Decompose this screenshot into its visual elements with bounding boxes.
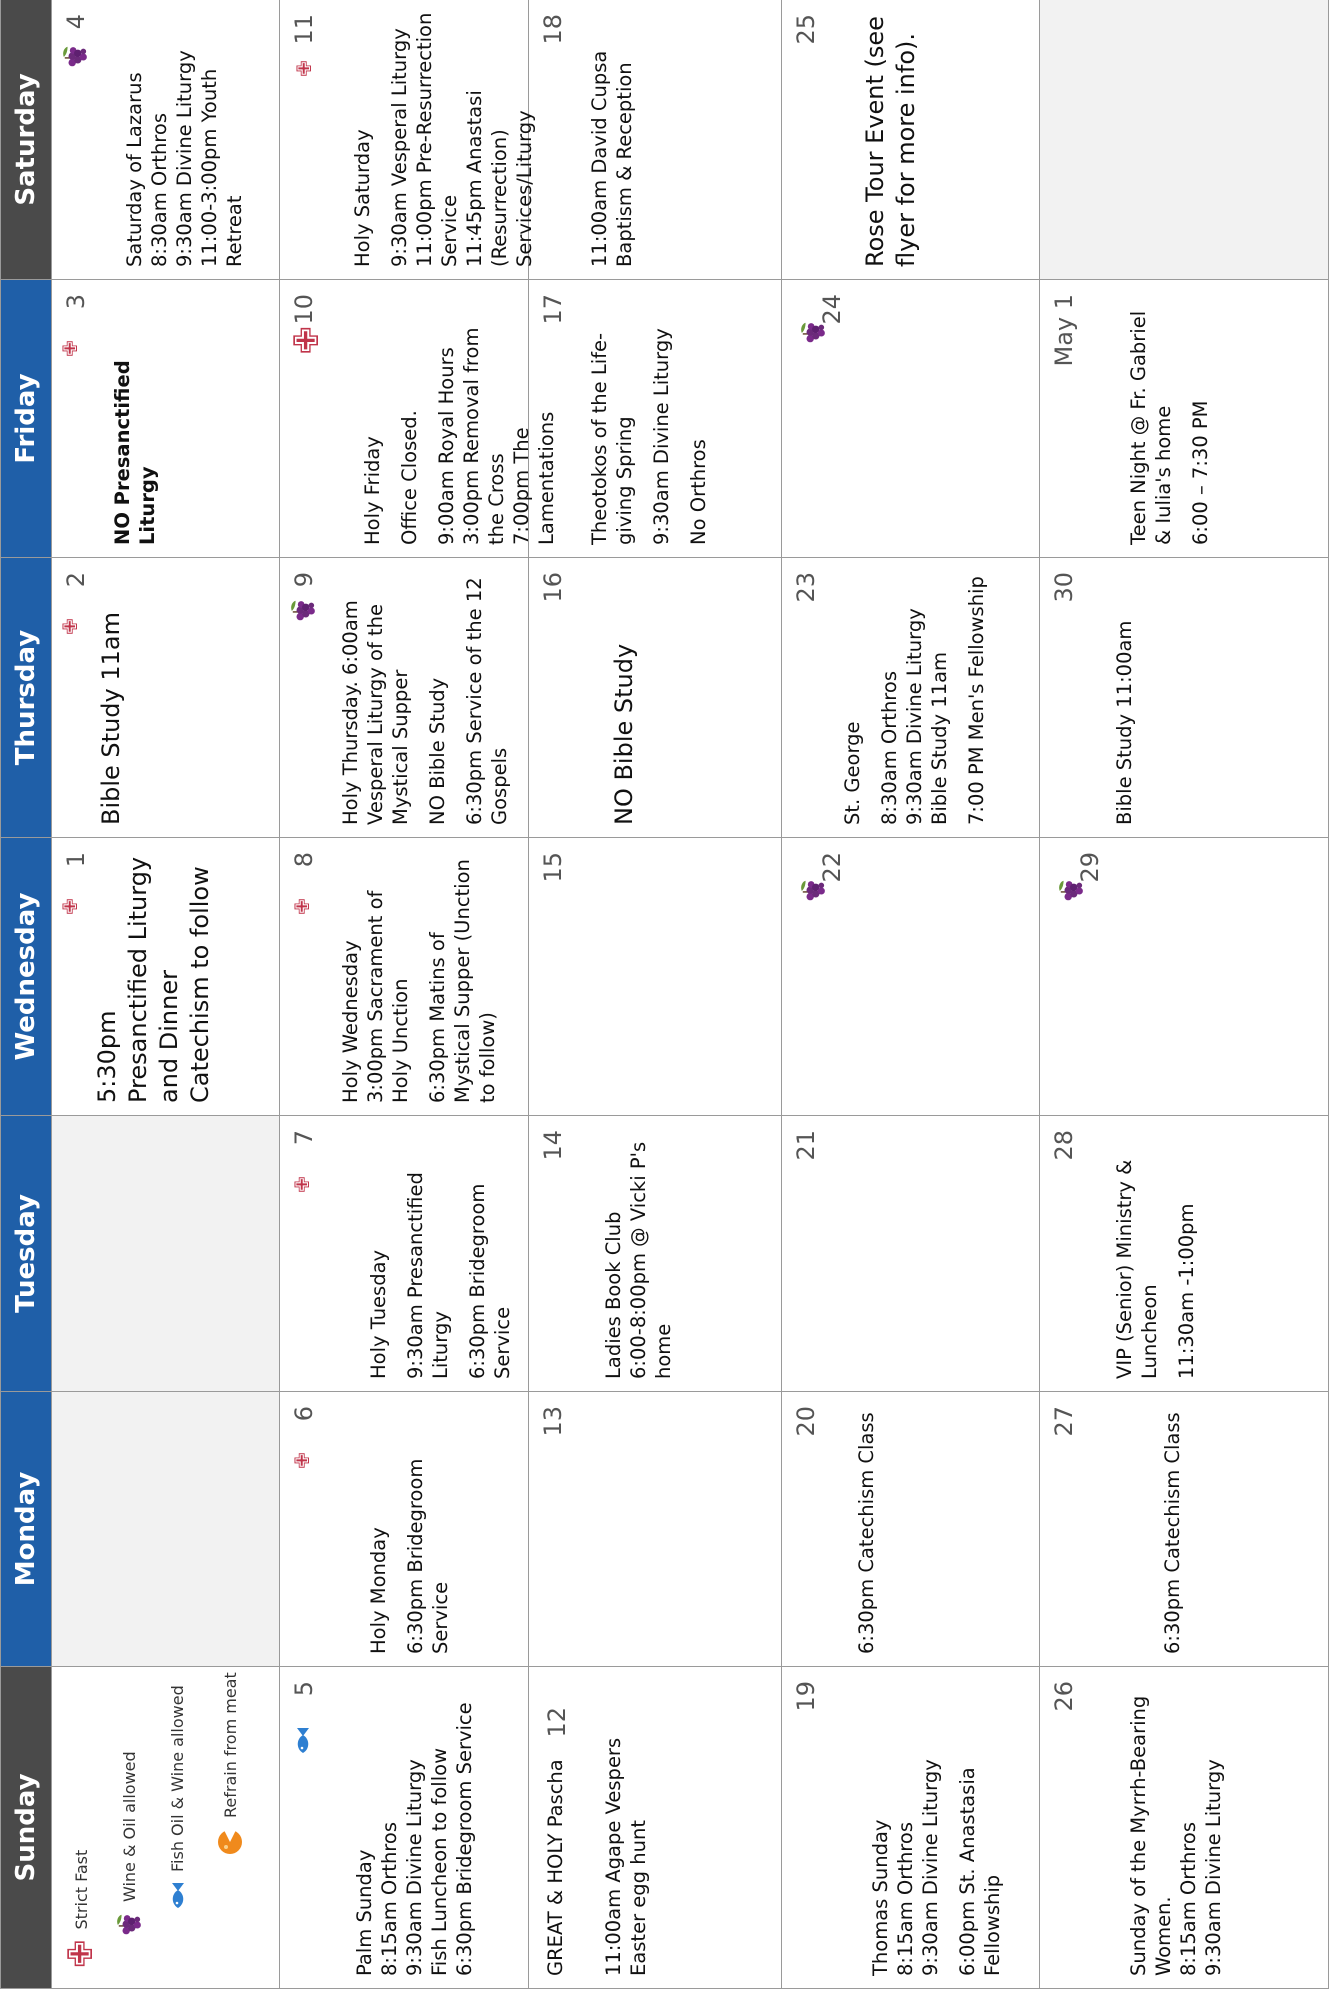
- event-text: Easter egg hunt: [627, 1820, 651, 1976]
- day-number: 5: [290, 1681, 319, 1697]
- event-text: 9:30am Vesperal Liturgy: [388, 28, 412, 267]
- event-text: Teen Night @ Fr. Gabriel & Iulia's home: [1126, 310, 1175, 545]
- event-text: Rose Tour Event (see flyer for more info).: [861, 16, 921, 267]
- day-cell-9: [280, 558, 529, 838]
- day-number: May 1: [1049, 294, 1078, 367]
- day-number: 23: [792, 572, 821, 603]
- cross-icon: ✙: [292, 60, 317, 77]
- event-text: 6:30pm Matins of Mystical Supper (Unction to follow): [426, 859, 500, 1103]
- event-text: 8:15am Orthros: [1176, 1822, 1200, 1976]
- day-number: 1: [62, 852, 90, 868]
- cross-icon: ✙: [58, 618, 82, 635]
- day-cell-26: [1039, 1667, 1328, 1989]
- day-number: 4: [62, 14, 90, 30]
- day-cell-18: [529, 0, 782, 280]
- event-text: 3:00pm Sacrament of Holy Unction: [364, 890, 413, 1103]
- day-cell-30: [1039, 558, 1328, 838]
- event-text: 6:30pm Bridegroom Service: [404, 1458, 453, 1654]
- event-text: 8:30am Orthros: [148, 113, 171, 267]
- legend-cell: [52, 1667, 280, 1989]
- day-cell-27: [1039, 1392, 1328, 1667]
- event-text: 6:00 – 7:30 PM: [1188, 400, 1212, 545]
- fish-icon: [169, 1882, 187, 1910]
- day-number: 15: [539, 852, 568, 883]
- header-saturday: Saturday: [1, 0, 52, 280]
- day-number: 26: [1049, 1681, 1078, 1712]
- event-text: 7:00 PM Men's Fellowship: [965, 576, 989, 825]
- legend-strict-fast: [61, 1849, 101, 1968]
- cheese-icon: [216, 1828, 244, 1856]
- event-text: 9:30am Divine Liturgy: [903, 608, 927, 825]
- event-text: Theotokos of the Life-giving Spring: [588, 332, 637, 545]
- day-cell-4: [52, 0, 280, 280]
- day-number: 8: [290, 852, 319, 868]
- cross-icon: ✙: [58, 898, 82, 915]
- event-text: No Orthros: [687, 439, 711, 545]
- legend-label: Refrain from meat: [220, 1672, 240, 1818]
- event-text: 6:00-8:00pm @ Vicki P's home: [627, 1141, 676, 1379]
- day-cell-28: [1039, 1116, 1328, 1392]
- day-number: 24: [818, 294, 847, 325]
- day-number: 27: [1049, 1406, 1078, 1437]
- event-text: GREAT & HOLY Pascha: [544, 1759, 568, 1976]
- day-number: 16: [539, 572, 568, 603]
- event-text: Palm Sunday: [353, 1849, 377, 1976]
- legend-wine-oil: [114, 1751, 144, 1938]
- event-text: 11:00-3:00pm Youth Retreat: [198, 68, 246, 267]
- day-cell-14: [529, 1116, 782, 1392]
- day-number: 21: [792, 1130, 821, 1161]
- day-cell-21: [782, 1116, 1039, 1392]
- day-number: 22: [818, 852, 847, 883]
- event-text: 11:45pm Anastasi (Resurrection) Services/Liturgy: [463, 90, 537, 267]
- day-cell-6: [280, 1392, 529, 1667]
- event-text: 6:30pm Catechism Class: [1160, 1412, 1184, 1654]
- day-number: 17: [539, 294, 568, 325]
- event-text: 9:30am Presanctified Liturgy: [404, 1172, 453, 1379]
- day-number: 30: [1049, 572, 1078, 603]
- day-cell-25: [782, 0, 1039, 280]
- header-thursday: Thursday: [1, 558, 52, 838]
- day-number: 9: [290, 572, 319, 588]
- event-text: Sunday of the Myrrh-Bearing Women.: [1126, 1695, 1175, 1976]
- day-number: 29: [1075, 852, 1104, 883]
- day-number: 3: [62, 294, 90, 310]
- event-text: Bible Study 11:00am: [1112, 620, 1136, 825]
- header-tuesday: Tuesday: [1, 1116, 52, 1392]
- day-number: 20: [792, 1406, 821, 1437]
- legend-label: Wine & Oil allowed: [119, 1751, 139, 1902]
- day-cell-17: [529, 280, 782, 558]
- grapes-icon: [114, 1912, 144, 1938]
- event-text: 11:00am David Cupsa Baptism & Reception: [588, 50, 637, 267]
- grapes-icon: [288, 598, 318, 624]
- event-text: 9:30am Divine Liturgy: [650, 328, 674, 545]
- event-text: Thomas Sunday: [869, 1819, 893, 1976]
- cross-icon: ✙: [58, 340, 82, 357]
- event-text: St. George: [841, 721, 865, 825]
- event-text: Saturday of Lazarus: [123, 72, 146, 267]
- blank-cell: [1039, 0, 1328, 280]
- fish-icon: [294, 1727, 312, 1755]
- day-cell-15: [529, 838, 782, 1116]
- event-text: 9:30am Divine Liturgy: [919, 1759, 943, 1976]
- event-text: 9:30am Divine Liturgy: [403, 1759, 427, 1976]
- event-text: 6:30pm Bridegroom Service: [466, 1183, 515, 1379]
- event-text: 6:30pm Bridegroom Service: [453, 1702, 477, 1976]
- event-text: 8:30am Orthros: [878, 671, 902, 825]
- day-cell-29: [1039, 838, 1328, 1116]
- legend-fish-oil-wine: [168, 1685, 187, 1910]
- event-text: 9:30am Divine Liturgy: [173, 50, 196, 267]
- header-monday: Monday: [1, 1392, 52, 1667]
- day-number: 12: [543, 1707, 572, 1738]
- cross-icon: ✙: [61, 1939, 101, 1968]
- day-number: 7: [290, 1130, 319, 1146]
- day-number: 19: [792, 1681, 821, 1712]
- event-text: 5:30pm Presanctified Liturgy and Dinner: [93, 856, 183, 1103]
- event-text: 3:00pm Removal from the Cross: [460, 327, 509, 545]
- day-number: 28: [1049, 1130, 1078, 1161]
- day-number: 14: [539, 1130, 568, 1161]
- event-text: Office Closed.: [398, 410, 422, 545]
- event-text: NO Presanctified Liturgy: [111, 360, 159, 545]
- legend-refrain-meat: [216, 1672, 244, 1856]
- day-cell-may-1: [1039, 280, 1328, 558]
- event-text: 6:30pm Service of the 12 Gospels: [463, 577, 512, 825]
- day-cell-8: [280, 838, 529, 1116]
- day-cell-5: [280, 1667, 529, 1989]
- legend-label: Fish Oil & Wine allowed: [168, 1685, 187, 1872]
- event-text: 6:00pm St. Anastasia Fellowship: [956, 1767, 1005, 1976]
- event-text: 7:00pm The Lamentations: [510, 411, 559, 545]
- event-text: 11:30am -1:00pm: [1174, 1203, 1198, 1379]
- day-cell-22: [782, 838, 1039, 1116]
- day-cell-19: [782, 1667, 1039, 1989]
- day-number: 18: [539, 14, 568, 45]
- event-text: VIP (Senior) Ministry & Luncheon: [1112, 1159, 1161, 1379]
- cross-icon: ✙: [290, 898, 315, 915]
- event-text: NO Bible Study: [610, 643, 639, 825]
- day-number: 25: [792, 14, 821, 45]
- day-cell-11: [280, 0, 537, 280]
- day-cell-23: [782, 558, 1039, 838]
- header-friday: Friday: [1, 280, 52, 558]
- day-cell-7: [280, 1116, 529, 1392]
- cross-icon: ✙: [287, 326, 328, 355]
- event-text: 8:15am Orthros: [894, 1822, 918, 1976]
- day-cell-20: [782, 1392, 1039, 1667]
- event-text: Holy Saturday: [351, 129, 375, 267]
- legend-label: Strict Fast: [71, 1849, 91, 1930]
- event-text: Ladies Book Club: [602, 1211, 626, 1379]
- day-number: 11: [290, 14, 319, 45]
- event-text: 9:00am Royal Hours: [435, 347, 459, 545]
- cross-icon: ✙: [290, 1176, 315, 1193]
- event-text: 11:00pm Pre-Resurrection Service: [413, 12, 462, 267]
- blank-cell: [52, 1392, 280, 1667]
- event-text: 6:30pm Catechism Class: [855, 1412, 879, 1654]
- event-text: 8:15am Orthros: [378, 1822, 402, 1976]
- event-text: 11:00am Agape Vespers: [602, 1737, 626, 1976]
- day-cell-13: [529, 1392, 782, 1667]
- day-cell-16: [529, 558, 782, 838]
- day-cell-2: [52, 558, 280, 838]
- day-cell-1: [52, 838, 280, 1116]
- event-text: 9:30am Divine Liturgy: [1201, 1759, 1225, 1976]
- day-number: 13: [539, 1406, 568, 1437]
- event-text: Bible Study 11am: [928, 651, 952, 825]
- header-wednesday: Wednesday: [1, 838, 52, 1116]
- day-cell-3: [52, 280, 280, 558]
- event-text: Fish Luncheon to follow: [428, 1747, 452, 1976]
- blank-cell: [52, 1116, 280, 1392]
- day-number: 6: [290, 1406, 319, 1422]
- grapes-icon: [60, 44, 90, 70]
- event-text: Holy Thursday. 6:00am Vesperal Liturgy of the Mystical Supper: [339, 600, 413, 825]
- event-text: Holy Wednesday: [339, 940, 363, 1103]
- event-text: Catechism to follow: [186, 866, 214, 1103]
- event-text: Holy Tuesday: [367, 1249, 391, 1379]
- event-text: Holy Monday: [367, 1527, 391, 1654]
- event-text: Holy Friday: [361, 436, 385, 545]
- event-text: NO Bible Study: [426, 677, 450, 825]
- day-cell-24: [782, 280, 1039, 558]
- day-number: 2: [62, 572, 90, 588]
- day-number: 10: [290, 294, 319, 325]
- event-text: Bible Study 11am: [97, 612, 125, 825]
- day-cell-12: [529, 1667, 782, 1989]
- cross-icon: ✙: [290, 1452, 315, 1469]
- header-sunday: Sunday: [1, 1667, 52, 1989]
